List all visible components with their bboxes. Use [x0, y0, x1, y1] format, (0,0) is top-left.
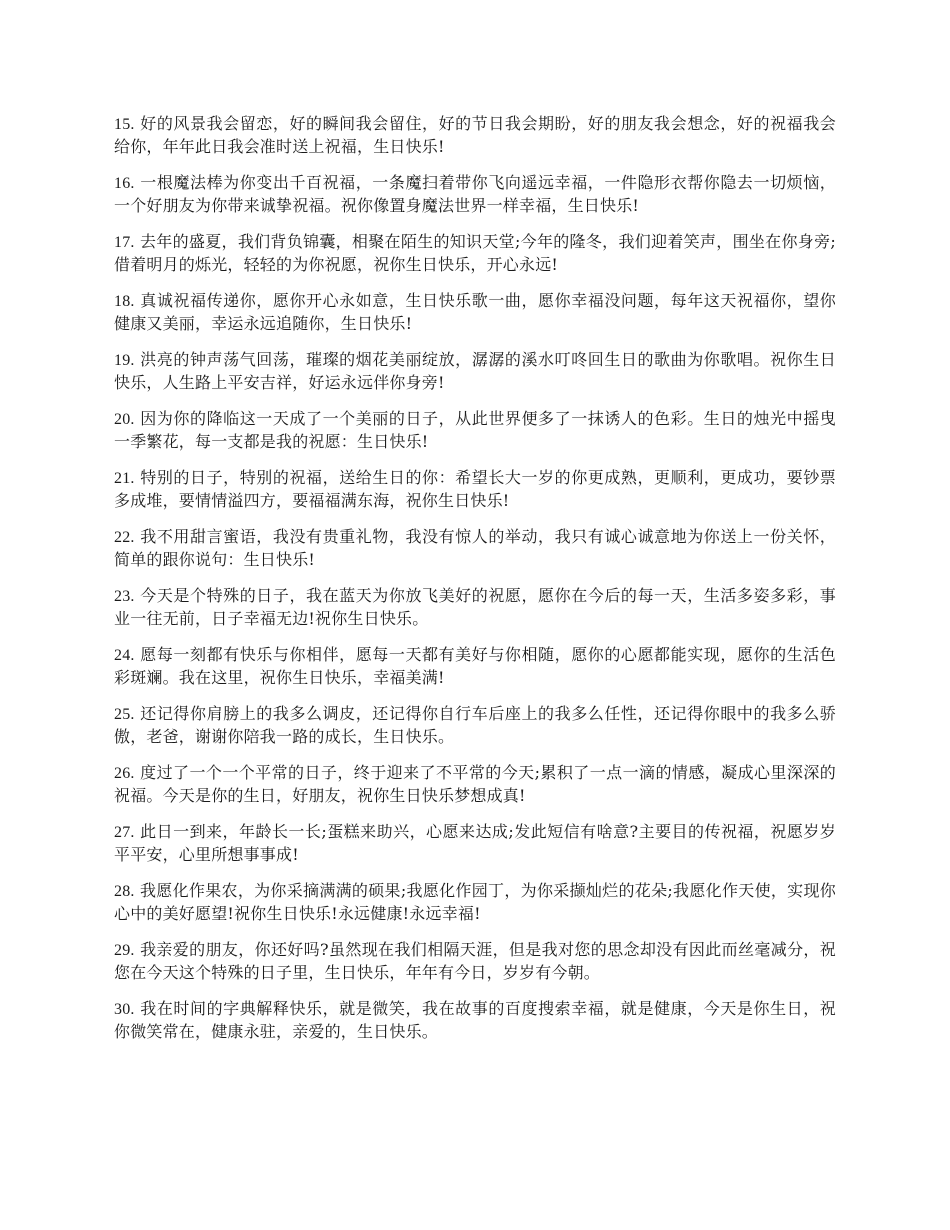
item-number: 23.	[114, 588, 135, 605]
list-item	[114, 880, 836, 925]
item-text: 我不用甜言蜜语，我没有贵重礼物，我没有惊人的举动，我只有诚心诚意地为你送上一份关怀，简单的跟你说句：生日快乐!	[114, 527, 836, 569]
item-number: 20.	[114, 411, 135, 428]
list-item	[114, 762, 836, 807]
item-number: 29.	[114, 942, 135, 959]
item-number: 15.	[114, 116, 135, 133]
item-number: 26.	[114, 765, 135, 782]
item-text: 我在时间的字典解释快乐，就是微笑，我在故事的百度搜索幸福，就是健康，今天是你生日，祝你微笑常在，健康永驻，亲爱的，生日快乐。	[114, 999, 836, 1041]
item-number: 28.	[114, 883, 135, 900]
item-text: 因为你的降临这一天成了一个美丽的日子，从此世界便多了一抹诱人的色彩。生日的烛光中摇曳一季繁花，每一支都是我的祝愿：生日快乐!	[114, 409, 836, 451]
item-text: 度过了一个一个平常的日子，终于迎来了不平常的今天;累积了一点一滴的情感，凝成心里深深的祝福。今天是你的生日，好朋友，祝你生日快乐梦想成真!	[114, 763, 836, 805]
list-item	[114, 172, 836, 217]
item-text: 我亲爱的朋友，你还好吗?虽然现在我们相隔天涯，但是我对您的思念却没有因此而丝毫减分，祝您在今天这个特殊的日子里，生日快乐，年年有今日，岁岁有今朝。	[114, 940, 836, 982]
list-item	[114, 998, 836, 1043]
list-item	[114, 821, 836, 866]
list-item	[114, 585, 836, 630]
item-number: 24.	[114, 647, 135, 664]
item-number: 21.	[114, 470, 135, 487]
list-item	[114, 231, 836, 276]
item-text: 去年的盛夏，我们背负锦囊，相聚在陌生的知识天堂;今年的隆冬，我们迎着笑声，围坐在你身旁;借着明月的烁光，轻轻的为你祝愿，祝你生日快乐，开心永远!	[114, 232, 836, 274]
item-text: 好的风景我会留恋，好的瞬间我会留住，好的节日我会期盼，好的朋友我会想念，好的祝福我会给你，年年此日我会准时送上祝福，生日快乐!	[114, 114, 836, 156]
list-item	[114, 939, 836, 984]
item-text: 真诚祝福传递你，愿你开心永如意，生日快乐歌一曲，愿你幸福没问题，每年这天祝福你，望你健康又美丽，幸运永远追随你，生日快乐!	[114, 291, 836, 333]
item-number: 27.	[114, 824, 135, 841]
item-number: 25.	[114, 706, 135, 723]
item-text: 还记得你肩膀上的我多么调皮，还记得你自行车后座上的我多么任性，还记得你眼中的我多么骄傲，老爸，谢谢你陪我一路的成长，生日快乐。	[114, 704, 836, 746]
list-item	[114, 467, 836, 512]
item-number: 16.	[114, 175, 135, 192]
item-text: 特别的日子，特别的祝福，送给生日的你：希望长大一岁的你更成熟，更顺利，更成功，要钞票多成堆，要情情溢四方，要福福满东海，祝你生日快乐!	[114, 468, 836, 510]
item-text: 愿每一刻都有快乐与你相伴，愿每一天都有美好与你相随，愿你的心愿都能实现，愿你的生活色彩斑斓。我在这里，祝你生日快乐，幸福美满!	[114, 645, 836, 687]
document-body	[114, 113, 836, 1057]
item-number: 19.	[114, 352, 135, 369]
list-item	[114, 644, 836, 689]
item-text: 我愿化作果农，为你采摘满满的硕果;我愿化作园丁，为你采撷灿烂的花朵;我愿化作天使，实现你心中的美好愿望!祝你生日快乐!永远健康!永远幸福!	[114, 881, 836, 923]
list-item	[114, 290, 836, 335]
item-number: 17.	[114, 234, 135, 251]
item-number: 30.	[114, 1001, 135, 1018]
item-text: 此日一到来，年龄长一长;蛋糕来助兴，心愿来达成;发此短信有啥意?主要目的传祝福，祝愿岁岁平平安，心里所想事事成!	[114, 822, 836, 864]
item-text: 洪亮的钟声荡气回荡，璀璨的烟花美丽绽放，潺潺的溪水叮咚回生日的歌曲为你歌唱。祝你生日快乐，人生路上平安吉祥，好运永远伴你身旁!	[114, 350, 836, 392]
list-item	[114, 526, 836, 571]
list-item	[114, 703, 836, 748]
list-item	[114, 408, 836, 453]
item-number: 18.	[114, 293, 135, 310]
list-item	[114, 349, 836, 394]
item-text: 今天是个特殊的日子，我在蓝天为你放飞美好的祝愿，愿你在今后的每一天，生活多姿多彩，事业一往无前，日子幸福无边!祝你生日快乐。	[114, 586, 836, 628]
item-text: 一根魔法棒为你变出千百祝福，一条魔扫着带你飞向遥远幸福，一件隐形衣帮你隐去一切烦恼，一个好朋友为你带来诚挚祝福。祝你像置身魔法世界一样幸福，生日快乐!	[114, 173, 836, 215]
item-number: 22.	[114, 529, 135, 546]
list-item	[114, 113, 836, 158]
